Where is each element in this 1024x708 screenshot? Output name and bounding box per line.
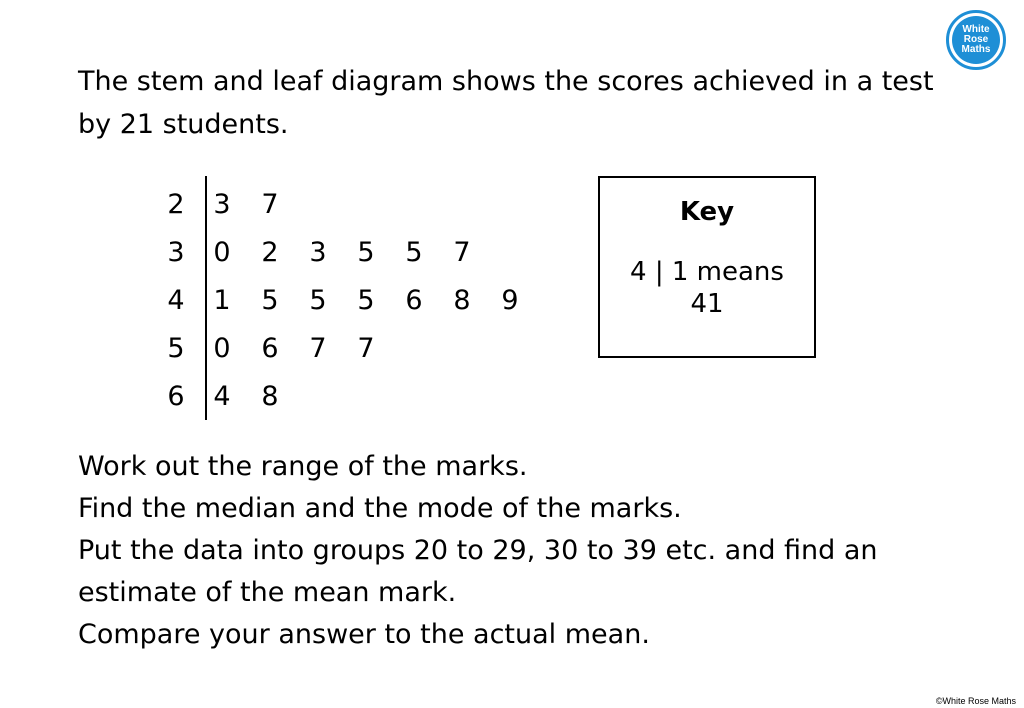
leaf-value: 5 xyxy=(261,285,279,316)
leaf-value: 5 xyxy=(357,285,375,316)
leaf-value: 8 xyxy=(453,285,471,316)
stem-value: 4 xyxy=(167,285,185,316)
question-range: Work out the range of the marks. xyxy=(78,451,528,482)
leaf-value: 0 xyxy=(213,237,231,268)
intro-text: The stem and leaf diagram shows the scores achieved in a test by 21 students. xyxy=(78,66,934,140)
leaf-value: 5 xyxy=(405,237,423,268)
leaf-value: 7 xyxy=(261,189,279,220)
copyright-footer: ©White Rose Maths xyxy=(935,696,1016,706)
stem-value: 2 xyxy=(167,189,185,220)
leaf-value: 4 xyxy=(213,381,231,412)
leaf-value: 0 xyxy=(213,333,231,364)
key-text: 4 | 1 means 41 xyxy=(630,257,784,319)
logo-line-2: Rose xyxy=(963,34,989,45)
question-median-mode: Find the median and the mode of the marks. xyxy=(78,493,682,524)
leaf-value: 6 xyxy=(405,285,423,316)
logo-line-3: Maths xyxy=(961,44,991,55)
leaf-value: 6 xyxy=(261,333,279,364)
logo-badge xyxy=(952,16,1000,64)
leaf-value: 1 xyxy=(213,285,231,316)
key-box xyxy=(598,176,816,358)
question-compare-mean: Compare your answer to the actual mean. xyxy=(78,619,650,650)
leaf-value: 2 xyxy=(261,237,279,268)
leaf-value: 8 xyxy=(261,381,279,412)
leaf-value: 9 xyxy=(501,285,519,316)
logo-line-1: White xyxy=(962,24,990,35)
leaf-value: 7 xyxy=(453,237,471,268)
stem-value: 5 xyxy=(167,333,185,364)
white-rose-maths-logo xyxy=(946,10,1006,70)
leaf-value: 3 xyxy=(213,189,231,220)
stem-leaf-divider xyxy=(205,176,207,420)
question-list xyxy=(78,446,938,656)
leaf-value: 3 xyxy=(309,237,327,268)
question-grouped-mean: Put the data into groups 20 to 29, 30 to 39 etc. and find an estimate of the mean mark. xyxy=(78,535,878,608)
leaf-value: 5 xyxy=(309,285,327,316)
stem-value: 6 xyxy=(167,381,185,412)
leaf-value: 5 xyxy=(357,237,375,268)
leaf-value: 7 xyxy=(357,333,375,364)
stem-value: 3 xyxy=(167,237,185,268)
key-title: Key xyxy=(679,197,735,227)
leaf-value: 7 xyxy=(309,333,327,364)
